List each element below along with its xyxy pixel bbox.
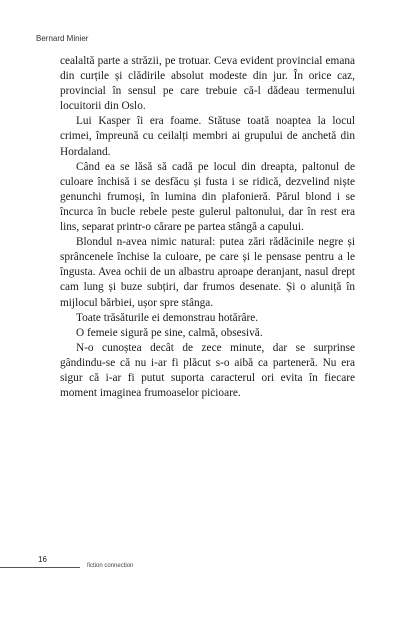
paragraph: Toate trăsăturile ei demonstrau hotărâre.	[76, 311, 259, 324]
paragraph: O femeie sigură pe sine, calmă, obsesivă.	[76, 326, 263, 339]
paragraph: Blondul n-avea nimic natural: putea zări rădăcinile negre și sprâncenele închise la culoare, pe care și le pensase pentru a le îngusta. Avea ochii de un albastru aproape deranjant, nasul drept cam lung și buze subțiri, dar frumos desenate. Și o aluniță în mijlocul bărbiei, ușor spre stânga.	[60, 236, 355, 309]
paragraph: cealaltă parte a străzii, pe trotuar. Ceva evident provincial emana din curțile și clădirile absolut modeste din jur. În orice caz, provincial în sensul pe care trebuie că-l dădeau termenului locuitorii din Oslo.	[60, 55, 355, 113]
footer-series-label: fiction connection	[87, 563, 134, 569]
page-number: 16	[38, 555, 47, 564]
footer-rule	[0, 567, 80, 568]
paragraph: Lui Kasper îi era foame. Stătuse toată noaptea la locul crimei, împreună cu ceilalți membri ai grupului de anchetă din Hordaland.	[60, 115, 355, 158]
body-text	[60, 54, 355, 401]
paragraph: N-o cunoștea decât de zece minute, dar se surprinse gândindu-se că nu i-ar fi plăcut s-o aibă ca parteneră. Nu era sigur că i-ar fi putut suporta caracterul ori evita în fiecare moment imaginea frumoaselor picioare.	[60, 341, 355, 400]
running-header-author: Bernard Minier	[36, 34, 89, 43]
paragraph: Când ea se lăsă să cadă pe locul din dreapta, paltonul de culoare închisă i se desfăcu și fusta i se ridică, dezvelind niște genunchi frumoși, în lumina din plafonieră. Părul blond i se încurca în bucle rebele peste gulerul paltonului, dar în rest era lins, separat printr-o cărare pe partea stângă a capului.	[60, 160, 355, 234]
